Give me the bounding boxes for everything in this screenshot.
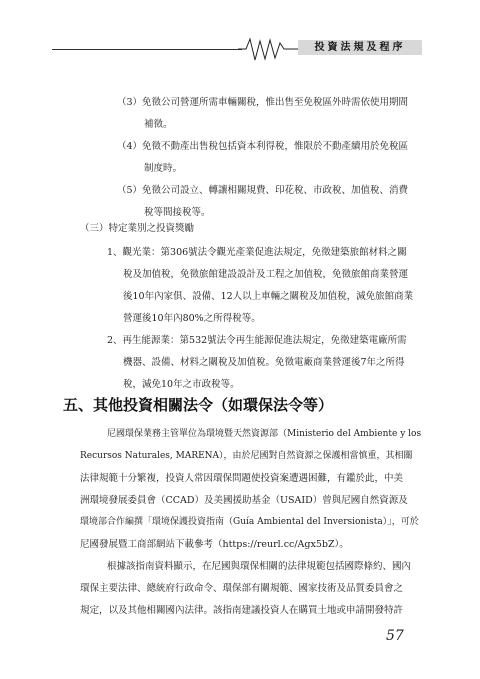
page-number: 57 <box>386 628 404 644</box>
para1-line-6: 尼國發展暨工商部網站下載參考（https://reurl.cc/Agx5bZ）。 <box>80 539 349 550</box>
tourism-line-1: 1、觀光業：第306號法令觀光產業促進法規定，免徵建築旅館材料之關 <box>107 247 407 258</box>
para2-line-3: 規定，以及其他相關國內法律。該指南建議投資人在購買土地或申請開發特許 <box>80 605 404 616</box>
renewable-line-2: 機器、設備、材料之關稅及加值稅。免徵電廠商業營運後7年之所得 <box>123 357 405 368</box>
para1-line-4: 洲環境發展委員會（CCAD）及美國援助基金（USAID）曾與尼國自然資源及 <box>80 495 408 506</box>
para2-line-2: 環保主要法律、總統府行政命令、環保部有關規範、國家技術及品質委員會之 <box>80 583 404 594</box>
para2-line-1: 根據該指南資料顯示，在尼國與環保相關的法律規範包括國際條約、國內 <box>107 561 412 572</box>
para1-line-3: 法律規範十分繁複，投資人常因環保問題使投資案遭遇困難，有鑑於此，中美 <box>80 473 404 484</box>
para1-line-2: Recursos Naturales, MARENA），由於尼國對自然資源之保護相當慎重，其相關 <box>80 451 413 461</box>
item-4-line-1: （4）免徵不動產出售稅包括資本利得稅，惟限於不動產續用於免稅區 <box>117 141 409 152</box>
renewable-line-3: 稅，減免10年之市政稅等。 <box>123 379 240 390</box>
tourism-line-3: 後10年內家俱、設備、12人以上車輛之關稅及加值稅，減免旅館商業 <box>123 291 414 302</box>
tourism-line-2: 稅及加值稅，免徵旅館建設設計及工程之加值稅，免徵旅館商業營運 <box>123 269 409 280</box>
item-3-line-2: 補徵。 <box>144 119 173 130</box>
para1-line-1: 尼國環保業務主管單位為環境暨天然資源部（Ministerio del Ambiente y los <box>107 429 422 439</box>
renewable-line-1: 2、再生能源業：第532號法令再生能源促進法規定，免徵建築電廠所需 <box>107 335 407 346</box>
item-4-line-2: 制度時。 <box>144 163 183 174</box>
header-rule-left <box>52 49 242 50</box>
section-tag: 投資法規及程序 <box>298 40 422 55</box>
section-5-heading: 五、其他投資相關法令（如環保法令等） <box>63 396 334 414</box>
page-header <box>0 0 480 70</box>
tourism-line-4: 營運後10年內80%之所得稅等。 <box>123 313 261 324</box>
item-3-line-1: （3）免徵公司營運所需車輛關稅，惟出售至免稅區外時需依使用期間 <box>117 97 409 108</box>
para1-line-5: 環境部合作編撰「環境保護投資指南（Guía Ambiental del Inversionista）」，可於 <box>80 517 419 527</box>
heartbeat-icon <box>238 36 300 64</box>
item-5-line-2: 稅等間接稅等。 <box>144 207 211 218</box>
item-5-line-1: （5）免徵公司設立、轉讓相關規費、印花稅、市政稅、加值稅、消費 <box>117 185 409 196</box>
section-3-title: （三）特定業別之投資獎勵 <box>80 223 195 234</box>
